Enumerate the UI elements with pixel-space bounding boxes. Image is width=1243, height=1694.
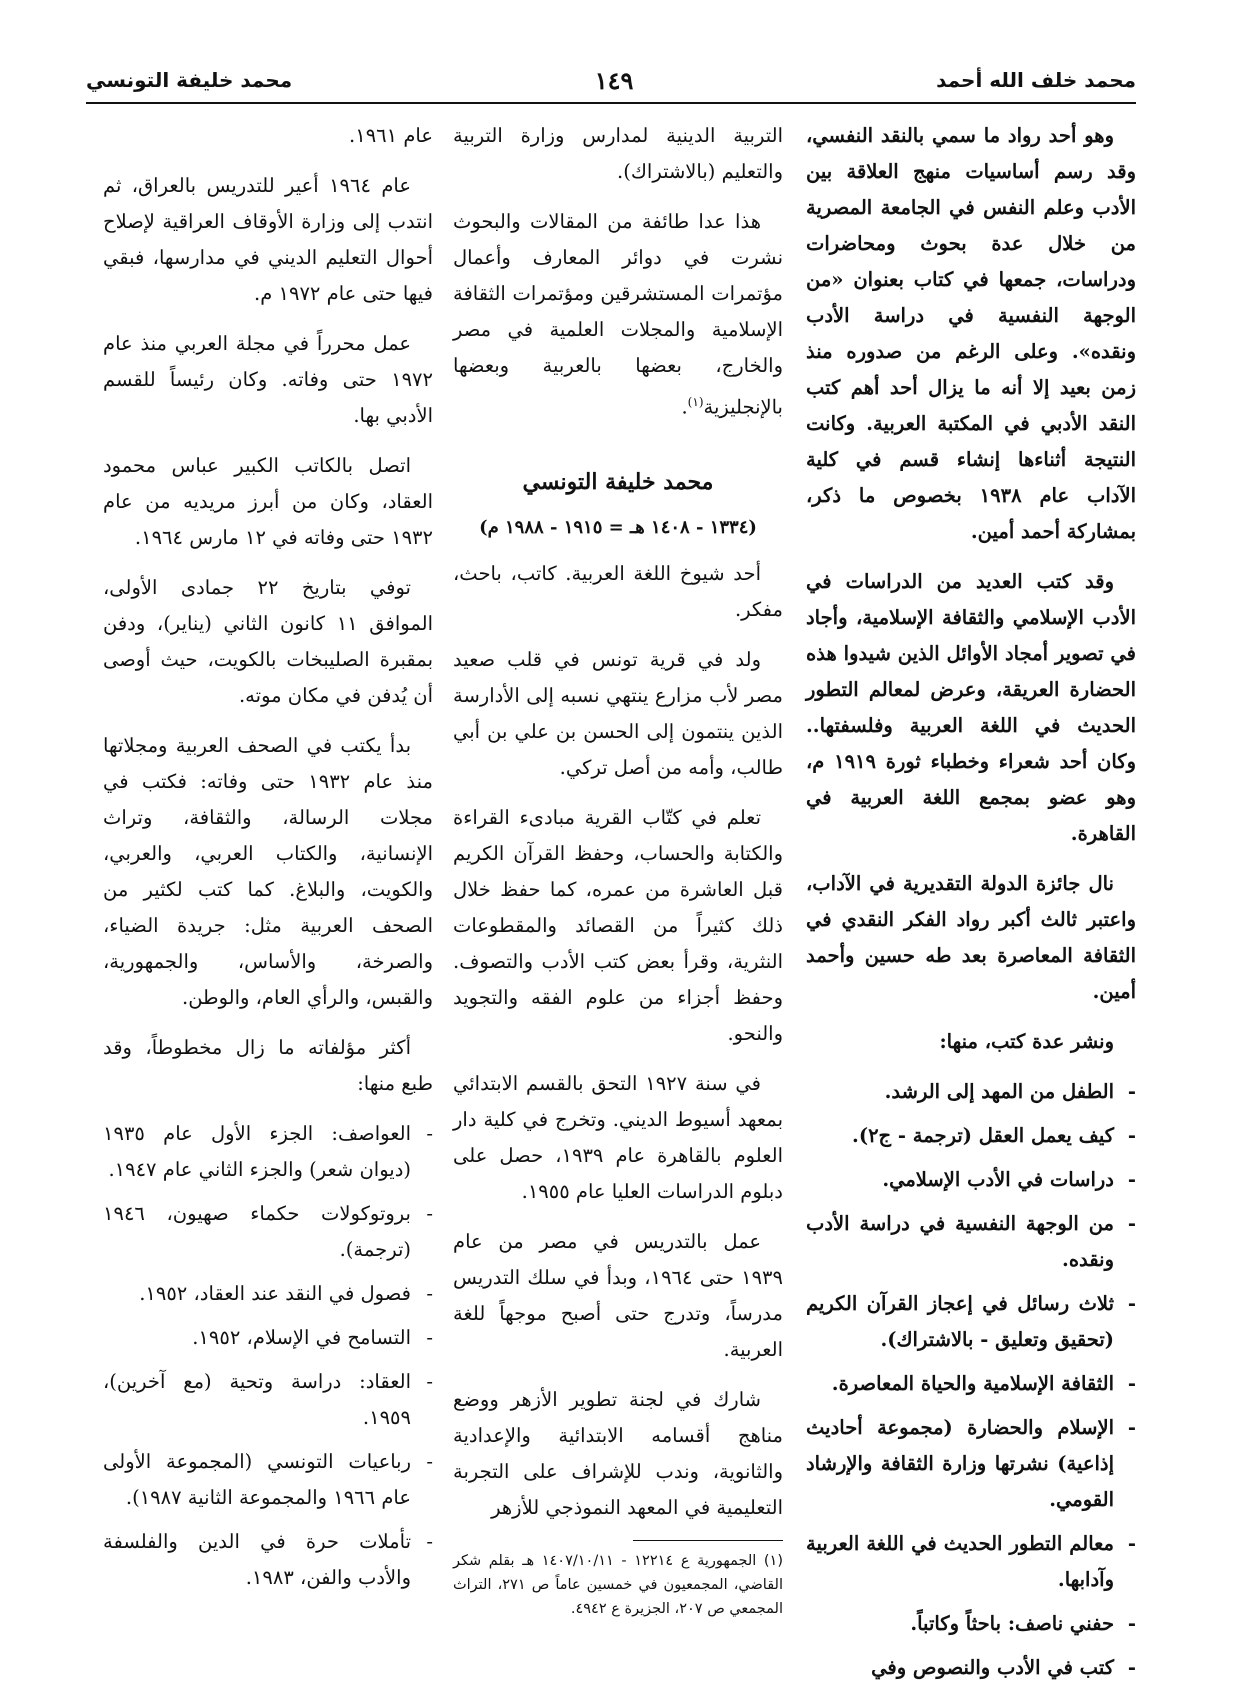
books-list: [806, 1074, 1136, 1686]
paragraph: تعلم في كتّاب القرية مبادىء القراءة والكتابة والحساب، وحفظ القرآن الكريم قبل العاشرة من عمره، كما حفظ خلال ذلك كثيراً من القصائد والمقطوعات النثرية، وقرأ بعض كتب الأدب والتصوف. وحفظ أجزاء من علوم الفقه والتجويد والنحو.: [453, 805, 783, 1045]
list-item: - دراسات في الأدب الإسلامي.: [806, 1162, 1136, 1198]
paragraph: وقد كتب العديد من الدراسات في الأدب الإسلامي والثقافة الإسلامية، وأجاد في تصوير أمجاد الأوائل الذين شيدوا هذه الحضارة العريقة، وعرض لمعالم التطور الحديث في اللغة العربية وفلسفتها.. وكان أحد شعراء وخطباء ثورة ١٩١٩ م، وهو عضو بمجمع اللغة العربية في القاهرة.: [806, 570, 1136, 845]
footnote: (١) الجمهورية ع ١٢٢١٤ - ١٤٠٧/١٠/١١ هـ بقلم شكر القاضي، المجمعيون في خمسين عاماً ص ٢٧١، التراث المجمعي ص ٢٠٧، الجزيرة ع ٤٩٤٢.: [453, 1552, 784, 1617]
paragraph-end: .: [681, 395, 688, 419]
footnote-rule: [633, 1540, 783, 1541]
running-header: [86, 60, 1136, 100]
list-item: - من الوجهة النفسية في دراسة الأدب ونقده.: [806, 1206, 1136, 1278]
list-item: - العواصف: الجزء الأول عام ١٩٣٥ (ديوان شعر) والجزء الثاني عام ١٩٤٧.: [103, 1116, 433, 1188]
list-item: - كيف يعمل العقل (ترجمة - ج٢).: [806, 1118, 1136, 1154]
paragraph: [453, 204, 783, 426]
list-item: - ثلاث رسائل في إعجاز القرآن الكريم (تحقيق وتعليق - بالاشتراك).: [806, 1286, 1136, 1358]
list-item: - حفني ناصف: باحثاً وكاتباً.: [806, 1606, 1136, 1642]
column-middle: [453, 118, 783, 1621]
entry-title: محمد خليفة التونسي: [522, 468, 714, 495]
header-rule: [86, 102, 1136, 104]
list-item: - العقاد: دراسة وتحية (مع آخرين)، ١٩٥٩.: [103, 1364, 433, 1436]
paragraph: وهو أحد رواد ما سمي بالنقد النفسي، وقد رسم أساسيات منهج العلاقة بين الأدب وعلم النفس في الجامعة المصرية من خلال عدة بحوث ومحاضرات ودراسات، جمعها في كتاب بعنوان «من الوجهة النفسية في دراسة الأدب ونقده». وعلى الرغم من صدوره منذ زمن بعيد إلا أنه ما يزال أحد أهم كتب النقد الأدبي في المكتبة العربية. وكانت النتيجة أثناءها إنشاء قسم في كلية الآداب عام ١٩٣٨ بخصوص ما ذكر، بمشاركة أحمد أمين.: [806, 124, 1136, 543]
list-item: - تأملات حرة في الدين والفلسفة والأدب والفن، ١٩٨٣.: [103, 1524, 433, 1596]
list-item: - كتب في الأدب والنصوص وفي: [806, 1650, 1136, 1686]
list-item: - معالم التطور الحديث في اللغة العربية وآدابها.: [806, 1526, 1136, 1598]
list-item: - الطفل من المهد إلى الرشد.: [806, 1074, 1136, 1110]
paragraph: عمل بالتدريس في مصر من عام ١٩٣٩ حتى ١٩٦٤، وبدأ في سلك التدريس مدرساً، وتدرج حتى أصبح موجهاً للغة العربية.: [453, 1229, 784, 1361]
paragraph: في سنة ١٩٢٧ التحق بالقسم الابتدائي بمعهد أسيوط الديني. وتخرج في كلية دار العلوم بالقاهرة عام ١٩٣٩، حصل على دبلوم الدراسات العليا عام ١٩٥٥.: [453, 1071, 783, 1203]
paragraph: أحد شيوخ اللغة العربية. كاتب، باحث، مفكر.: [453, 561, 783, 621]
list-item: - الإسلام والحضارة (مجموعة أحاديث إذاعية) نشرتها وزارة الثقافة والإرشاد القومي.: [806, 1410, 1136, 1518]
paragraph-text: هذا عدا طائفة من المقالات والبحوث نشرت في دوائر المعارف وأعمال مؤتمرات المستشرقين ومؤتمرات الثقافة الإسلامية والمجلات العلمية في مصر والخارج، بعضها بالعربية وبعضها بالإنجليزية: [453, 210, 783, 419]
paragraph: عمل محرراً في مجلة العربي منذ عام ١٩٧٢ حتى وفاته. وكان رئيساً للقسم الأدبي بها.: [103, 332, 433, 427]
list-item: - التسامح في الإسلام، ١٩٥٢.: [103, 1320, 433, 1356]
paragraph: عام ١٩٦٤ أعير للتدريس بالعراق، ثم انتدب إلى وزارة الأوقاف العراقية لإصلاح أحوال التعليم الديني في مدارسها، فبقي فيها حتى عام ١٩٧٢ م.: [103, 174, 433, 305]
running-head-left: محمد خليفة التونسي: [86, 68, 293, 92]
list-item: - الثقافة الإسلامية والحياة المعاصرة.: [806, 1366, 1136, 1402]
column-left: [103, 118, 433, 1604]
list-item: - رباعيات التونسي (المجموعة الأولى عام ١٩٦٦ والمجموعة الثانية ١٩٨٧).: [103, 1444, 433, 1516]
paragraph: التربية الدينية لمدارس وزارة التربية والتعليم (بالاشتراك).: [453, 124, 783, 183]
page-number: ١٤٩: [594, 65, 634, 95]
entry-dates: (١٣٣٤ - ١٤٠٨ هـ = ١٩١٥ - ١٩٨٨ م): [479, 516, 757, 538]
paragraph: عام ١٩٦١.: [349, 124, 433, 147]
list-item: - فصول في النقد عند العقاد، ١٩٥٢.: [103, 1276, 433, 1312]
footnote-marker: (١): [687, 395, 704, 409]
paragraph: بدأ يكتب في الصحف العربية ومجلاتها منذ عام ١٩٣٢ حتى وفاته: فكتب في مجلات الرسالة، والثقافة، وتراث الإنسانية، والكتاب العربي، والعربي، والكويت، والبلاغ. كما كتب لكثير من الصحف العربية مثل: جريدة الضياء، والصرخة، والأساس، والجمهورية، والقبس، والرأي العام، والوطن.: [103, 734, 433, 1009]
paragraph: ولد في قرية تونس في قلب صعيد مصر لأب مزارع ينتهي نسبه إلى الأدارسة الذين ينتمون إلى الحسن بن علي بن أبي طالب، وأمه من أصل تركي.: [453, 647, 783, 779]
running-head-right: محمد خلف الله أحمد: [936, 68, 1136, 92]
books-intro: ونشر عدة كتب، منها:: [939, 1030, 1114, 1053]
list-item: - بروتوكولات حكماء صهيون، ١٩٤٦ (ترجمة).: [103, 1196, 433, 1268]
paragraph: نال جائزة الدولة التقديرية في الآداب، واعتبر ثالث أكبر رواد الفكر النقدي في الثقافة المعاصرة بعد طه حسين وأحمد أمين.: [806, 872, 1136, 1003]
paragraph: اتصل بالكاتب الكبير عباس محمود العقاد، وكان من أبرز مريديه من عام ١٩٣٢ حتى وفاته في ١٢ مارس ١٩٦٤.: [103, 454, 433, 549]
paragraph: توفي بتاريخ ٢٢ جمادى الأولى، الموافق ١١ كانون الثاني (يناير)، ودفن بمقبرة الصليبخات بالكويت، حيث أوصى أن يُدفن في مكان موته.: [103, 576, 433, 707]
books-list: [103, 1116, 433, 1596]
paragraph: أكثر مؤلفاته ما زال مخطوطاً، وقد طبع منها:: [103, 1036, 433, 1095]
paragraph: شارك في لجنة تطوير الأزهر ووضع مناهج أقسامه الابتدائية والإعدادية والثانوية، وندب للإشراف على التجربة التعليمية في المعهد النموذجي للأزهر: [453, 1387, 783, 1519]
column-right: [806, 118, 1136, 1694]
